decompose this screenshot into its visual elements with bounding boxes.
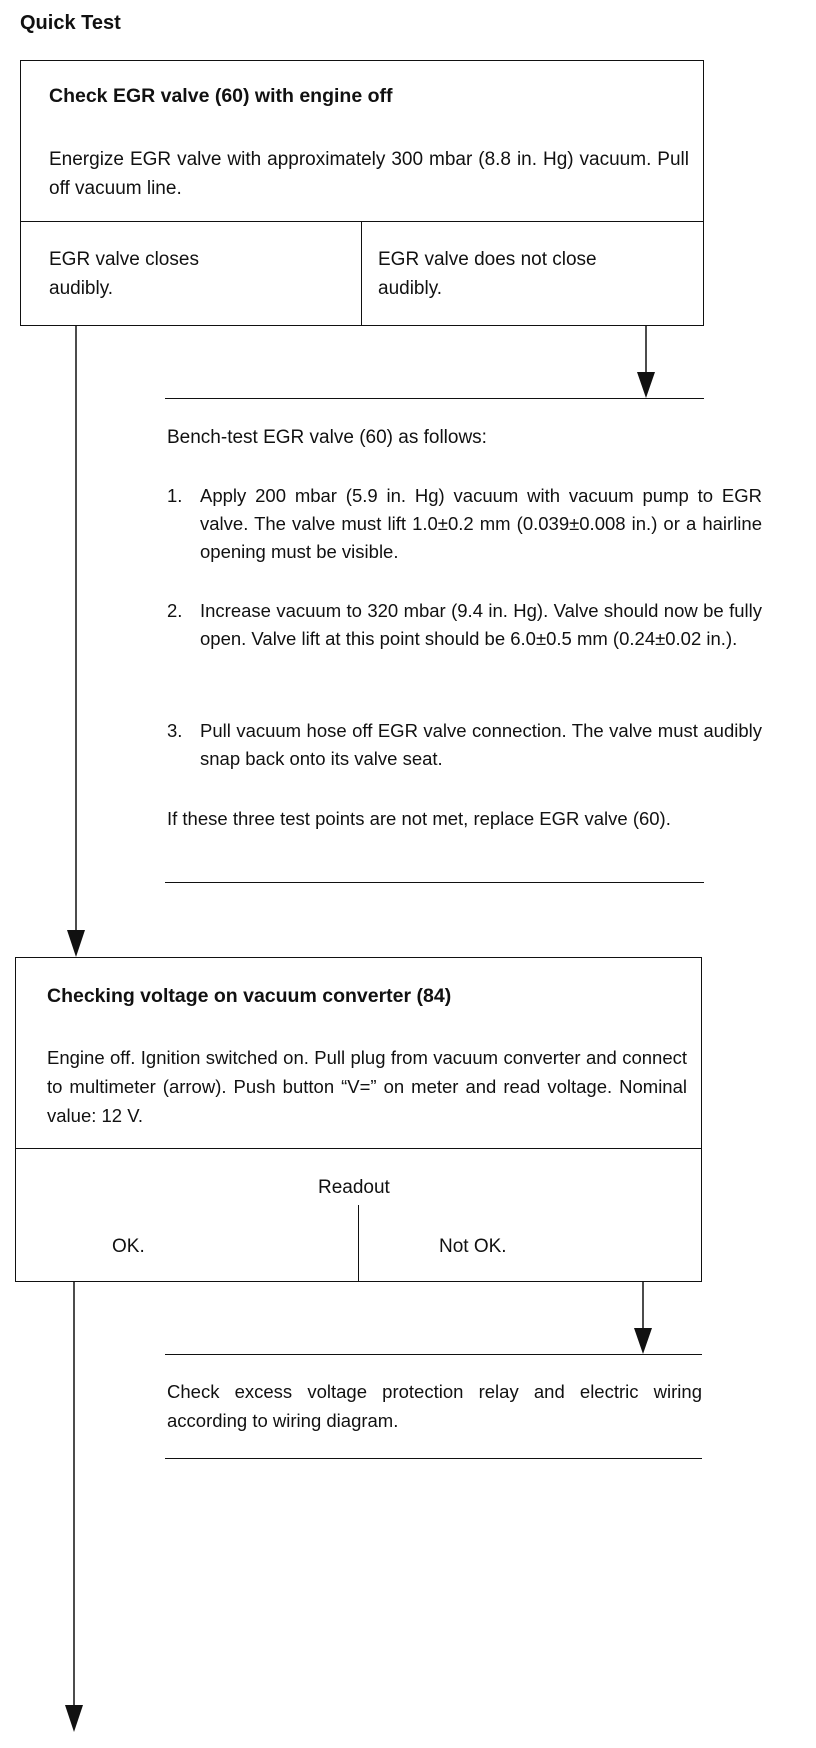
down-arrow-icon [633,1282,653,1354]
step-number: 1. [167,485,183,506]
voltage-check-title: Checking voltage on vacuum converter (84) [47,985,452,1007]
egr-check-title: Check EGR valve (60) with engine off [49,85,393,107]
voltage-check-divider [15,1148,702,1149]
down-arrow-icon [66,326,86,957]
egr-outcome-divider [361,221,362,326]
down-arrow-icon [64,1282,84,1732]
voltage-check-instruction: Engine off. Ignition switched on. Pull plug from vacuum converter and connect to multimeter (arrow). Push button “V=” on meter and read voltage. Nominal value: 12 V. [47,1047,687,1126]
relay-check-bottom-rule [165,1458,702,1459]
egr-outcome-closes: EGR valve closes audibly. [49,249,199,299]
step-number: 3. [167,720,183,741]
relay-check-text: Check excess voltage protection relay and electric wiring according to wiring diagram. [167,1381,702,1431]
page-title: Quick Test [20,12,121,34]
down-arrow-icon [636,326,656,398]
step-text: Pull vacuum hose off EGR valve connection. The valve must audibly snap back onto its valve seat. [200,720,762,769]
bench-test-top-rule [165,398,704,399]
egr-check-divider [20,221,704,222]
egr-check-instruction: Energize EGR valve with approximately 300 mbar (8.8 in. Hg) vacuum. Pull off vacuum line. [49,149,689,199]
readout-not-ok: Not OK. [439,1236,507,1257]
readout-ok: OK. [112,1236,145,1257]
bench-test-conclusion: If these three test points are not met, replace EGR valve (60). [167,808,671,829]
relay-check-top-rule [165,1354,702,1355]
bench-test-bottom-rule [165,882,704,883]
readout-label: Readout [318,1177,390,1198]
step-text: Apply 200 mbar (5.9 in. Hg) vacuum with vacuum pump to EGR valve. The valve must lift 1.0±0.2 mm (0.039±0.008 in.) or a hairline opening must be visible. [200,485,762,562]
step-number: 2. [167,600,183,621]
voltage-outcome-divider [358,1205,359,1282]
step-text: Increase vacuum to 320 mbar (9.4 in. Hg). Valve should now be fully open. Valve lift at this point should be 6.0±0.5 mm (0.24±0.02 in.). [200,600,762,649]
bench-test-intro: Bench-test EGR valve (60) as follows: [167,427,487,448]
egr-outcome-not-close: EGR valve does not close audibly. [378,249,597,299]
